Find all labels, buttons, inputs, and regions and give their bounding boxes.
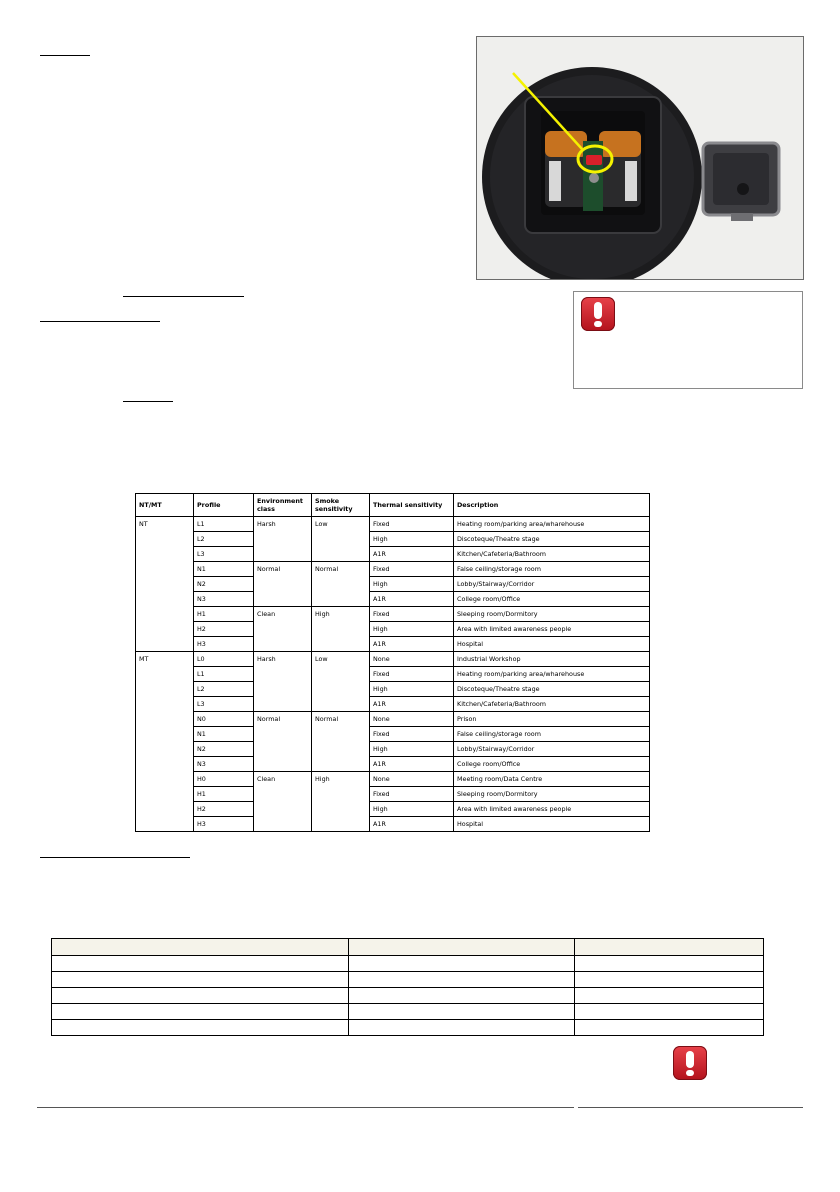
empty-table xyxy=(51,938,764,1036)
header-cell: NT/MT xyxy=(136,494,194,517)
footer-line-right xyxy=(578,1107,803,1108)
description-cell: Kitchen/Cafeteria/Bathroom xyxy=(454,697,650,712)
profile-cell: L1 xyxy=(194,517,254,532)
profile-cell: L1 xyxy=(194,667,254,682)
table-row xyxy=(136,727,650,742)
description-cell: Industrial Workshop xyxy=(454,652,650,667)
description-cell: Hospital xyxy=(454,817,650,832)
heading-underline-4 xyxy=(123,401,173,402)
description-cell: Lobby/Stairway/Corridor xyxy=(454,742,650,757)
heading-underline-3 xyxy=(40,321,160,322)
exclamation-icon xyxy=(581,297,615,331)
profile-cell: H3 xyxy=(194,637,254,652)
table-row xyxy=(136,607,650,622)
heading-underline-1 xyxy=(40,55,90,56)
thermal-cell: Fixed xyxy=(370,562,454,577)
table-row xyxy=(136,592,650,607)
table-row xyxy=(136,622,650,637)
description-cell: Sleeping room/Dormitory xyxy=(454,607,650,622)
warning-box xyxy=(573,291,803,389)
header-cell: Smoke sensitivity xyxy=(312,494,370,517)
thermal-cell: None xyxy=(370,712,454,727)
profile-cell: N3 xyxy=(194,757,254,772)
thermal-cell: High xyxy=(370,682,454,697)
profile-cell: L2 xyxy=(194,532,254,547)
profile-cell: H0 xyxy=(194,772,254,787)
header-cell: Description xyxy=(454,494,650,517)
table-row xyxy=(136,547,650,562)
thermal-cell: Fixed xyxy=(370,517,454,532)
environment-cell: Clean xyxy=(254,772,312,832)
profile-cell: N0 xyxy=(194,712,254,727)
table-row xyxy=(136,697,650,712)
heading-underline-2 xyxy=(123,296,244,297)
thermal-cell: Fixed xyxy=(370,727,454,742)
description-cell: Sleeping room/Dormitory xyxy=(454,787,650,802)
table-row xyxy=(136,517,650,532)
thermal-cell: A1R xyxy=(370,637,454,652)
description-cell: College room/Office xyxy=(454,757,650,772)
footer-line-left xyxy=(37,1107,574,1108)
description-cell: Area with limited awareness people xyxy=(454,802,650,817)
environment-cell: Harsh xyxy=(254,652,312,712)
table-row xyxy=(52,1020,764,1036)
description-cell: Area with limited awareness people xyxy=(454,622,650,637)
profile-cell: H2 xyxy=(194,622,254,637)
profile-cell: N1 xyxy=(194,727,254,742)
environment-cell: Normal xyxy=(254,712,312,772)
exclamation-icon xyxy=(673,1046,707,1080)
profile-table xyxy=(135,493,650,832)
profile-cell: N1 xyxy=(194,562,254,577)
smoke-cell: Normal xyxy=(312,562,370,607)
description-cell: Prison xyxy=(454,712,650,727)
table-row xyxy=(136,757,650,772)
thermal-cell: A1R xyxy=(370,697,454,712)
table-row xyxy=(52,1004,764,1020)
thermal-cell: High xyxy=(370,802,454,817)
thermal-cell: High xyxy=(370,622,454,637)
description-cell: Kitchen/Cafeteria/Bathroom xyxy=(454,547,650,562)
thermal-cell: Fixed xyxy=(370,667,454,682)
thermal-cell: Fixed xyxy=(370,787,454,802)
thermal-cell: A1R xyxy=(370,757,454,772)
profile-cell: L2 xyxy=(194,682,254,697)
table-row xyxy=(136,712,650,727)
smoke-cell: Low xyxy=(312,517,370,562)
heading-underline-5 xyxy=(40,857,190,858)
description-cell: Discoteque/Theatre stage xyxy=(454,532,650,547)
table-row xyxy=(136,742,650,757)
thermal-cell: A1R xyxy=(370,547,454,562)
profile-cell: H2 xyxy=(194,802,254,817)
environment-cell: Normal xyxy=(254,562,312,607)
description-cell: Lobby/Stairway/Corridor xyxy=(454,577,650,592)
thermal-cell: High xyxy=(370,577,454,592)
smoke-cell: High xyxy=(312,607,370,652)
table-row xyxy=(136,787,650,802)
table-row xyxy=(136,562,650,577)
description-cell: False ceiling/storage room xyxy=(454,727,650,742)
environment-cell: Clean xyxy=(254,607,312,652)
profile-cell: L0 xyxy=(194,652,254,667)
environment-cell: Harsh xyxy=(254,517,312,562)
profile-cell: N2 xyxy=(194,742,254,757)
description-cell: Heating room/parking area/wharehouse xyxy=(454,517,650,532)
description-cell: Meeting room/Data Centre xyxy=(454,772,650,787)
profile-cell: L3 xyxy=(194,697,254,712)
table-row xyxy=(136,637,650,652)
description-cell: Heating room/parking area/wharehouse xyxy=(454,667,650,682)
header-cell: Profile xyxy=(194,494,254,517)
description-cell: College room/Office xyxy=(454,592,650,607)
device-battery-compartment-photo xyxy=(477,37,803,279)
table-row xyxy=(136,682,650,697)
profile-table-header xyxy=(136,494,650,517)
table-row xyxy=(136,817,650,832)
profile-cell: H3 xyxy=(194,817,254,832)
device-photo xyxy=(476,36,804,280)
smoke-cell: High xyxy=(312,772,370,832)
profile-cell: N2 xyxy=(194,577,254,592)
type-cell: MT xyxy=(136,652,194,832)
table-row xyxy=(136,577,650,592)
table-row xyxy=(52,956,764,972)
thermal-cell: A1R xyxy=(370,592,454,607)
header-cell: Thermal sensitivity xyxy=(370,494,454,517)
table-row xyxy=(136,652,650,667)
table-row xyxy=(136,532,650,547)
profile-cell: H1 xyxy=(194,787,254,802)
table-row xyxy=(52,972,764,988)
thermal-cell: A1R xyxy=(370,817,454,832)
profile-cell: H1 xyxy=(194,607,254,622)
thermal-cell: High xyxy=(370,742,454,757)
description-cell: False ceiling/storage room xyxy=(454,562,650,577)
thermal-cell: None xyxy=(370,652,454,667)
smoke-cell: Low xyxy=(312,652,370,712)
description-cell: Hospital xyxy=(454,637,650,652)
table-row xyxy=(136,772,650,787)
thermal-cell: None xyxy=(370,772,454,787)
header-cell: Environment class xyxy=(254,494,312,517)
thermal-cell: High xyxy=(370,532,454,547)
table-row xyxy=(52,988,764,1004)
smoke-cell: Normal xyxy=(312,712,370,772)
empty-table-header xyxy=(52,939,764,956)
table-row xyxy=(136,667,650,682)
table-row xyxy=(136,802,650,817)
thermal-cell: Fixed xyxy=(370,607,454,622)
type-cell: NT xyxy=(136,517,194,652)
profile-cell: N3 xyxy=(194,592,254,607)
profile-cell: L3 xyxy=(194,547,254,562)
description-cell: Discoteque/Theatre stage xyxy=(454,682,650,697)
